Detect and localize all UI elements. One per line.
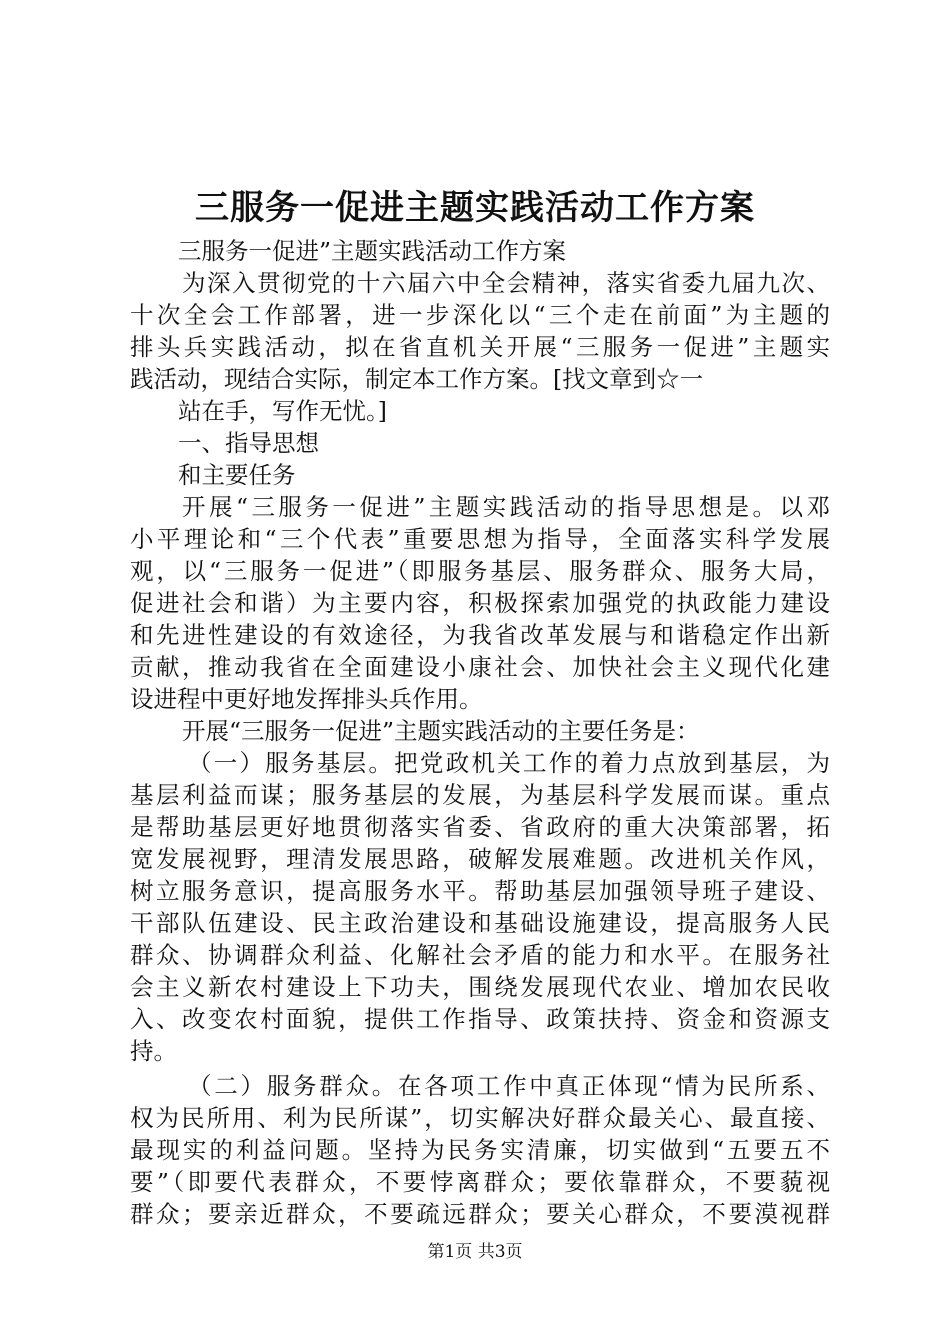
paragraph-line: 站在手，写作无忧。] [178, 397, 387, 425]
paragraph-line: 开展“三服务一促进”主题实践活动的指导思想是。以邓 [182, 493, 830, 521]
paragraph-line: 权为民所用、利为民所谋”，切实解决好群众最关心、最直接、 [130, 1104, 830, 1132]
paragraph-line: 持。 [130, 1037, 177, 1065]
paragraph-line: 践活动，现结合实际，制定本工作方案。[找文章到☆一 [130, 365, 704, 393]
paragraph-line: 群众、协调群众利益、化解社会矛盾的能力和水平。在服务社 [130, 941, 830, 969]
paragraph-line: 排头兵实践活动，拟在省直机关开展“三服务一促进”主题实 [130, 333, 830, 361]
paragraph-line: 最现实的利益问题。坚持为民务实清廉，切实做到“五要五不 [130, 1136, 830, 1164]
page-number: 第1页 共3页 [427, 1242, 523, 1262]
paragraph-line: 基层利益而谋；服务基层的发展，为基层科学发展而谋。重点 [130, 781, 830, 809]
paragraph-line: 观，以“三服务一促进”（即服务基层、服务群众、服务大局， [130, 557, 830, 585]
paragraph-line: 为深入贯彻党的十六届六中全会精神，落实省委九届九次、 [182, 269, 830, 297]
document-body [130, 235, 830, 1230]
document-title: 三服务一促进主题实践活动工作方案 [195, 188, 755, 228]
paragraph-line: 会主义新农村建设上下功夫，围绕发展现代农业、增加农民收 [130, 973, 830, 1001]
paragraph-line: （二）服务群众。在各项工作中真正体现“情为民所系、 [188, 1072, 830, 1100]
paragraph-line: 干部队伍建设、民主政治建设和基础设施建设，提高服务人民 [130, 909, 830, 937]
paragraph-line: 贡献，推动我省在全面建设小康社会、加快社会主义现代化建 [130, 653, 830, 681]
paragraph-line: 群众；要亲近群众，不要疏远群众；要关心群众，不要漠视群 [130, 1200, 830, 1228]
paragraph-line: 促进社会和谐）为主要内容，积极探索加强党的执政能力建设 [130, 589, 830, 617]
paragraph-line: 设进程中更好地发挥排头兵作用。 [130, 685, 483, 713]
paragraph-line: 小平理论和“三个代表”重要思想为指导，全面落实科学发展 [130, 525, 830, 553]
paragraph-line: 十次全会工作部署，进一步深化以“三个走在前面”为主题的 [130, 301, 830, 329]
paragraph-line: 要”（即要代表群众，不要悖离群众；要依靠群众，不要藐视 [130, 1168, 830, 1196]
paragraph-line: 入、改变农村面貌，提供工作指导、政策扶持、资金和资源支 [130, 1005, 830, 1033]
subtitle-line: 三服务一促进”主题实践活动工作方案 [178, 237, 567, 265]
paragraph-line: 宽发展视野，理清发展思路，破解发展难题。改进机关作风， [130, 845, 830, 873]
section-heading: 一、指导思想 [178, 429, 319, 457]
paragraph-line: （一）服务基层。把党政机关工作的着力点放到基层，为 [188, 749, 830, 777]
paragraph-line: 树立服务意识，提高服务水平。帮助基层加强领导班子建设、 [130, 877, 830, 905]
section-heading: 和主要任务 [178, 461, 296, 489]
paragraph-line: 开展“三服务一促进”主题实践活动的主要任务是： [182, 717, 700, 745]
paragraph-line: 是帮助基层更好地贯彻落实省委、省政府的重大决策部署，拓 [130, 813, 830, 841]
paragraph-line: 和先进性建设的有效途径，为我省改革发展与和谐稳定作出新 [130, 621, 830, 649]
